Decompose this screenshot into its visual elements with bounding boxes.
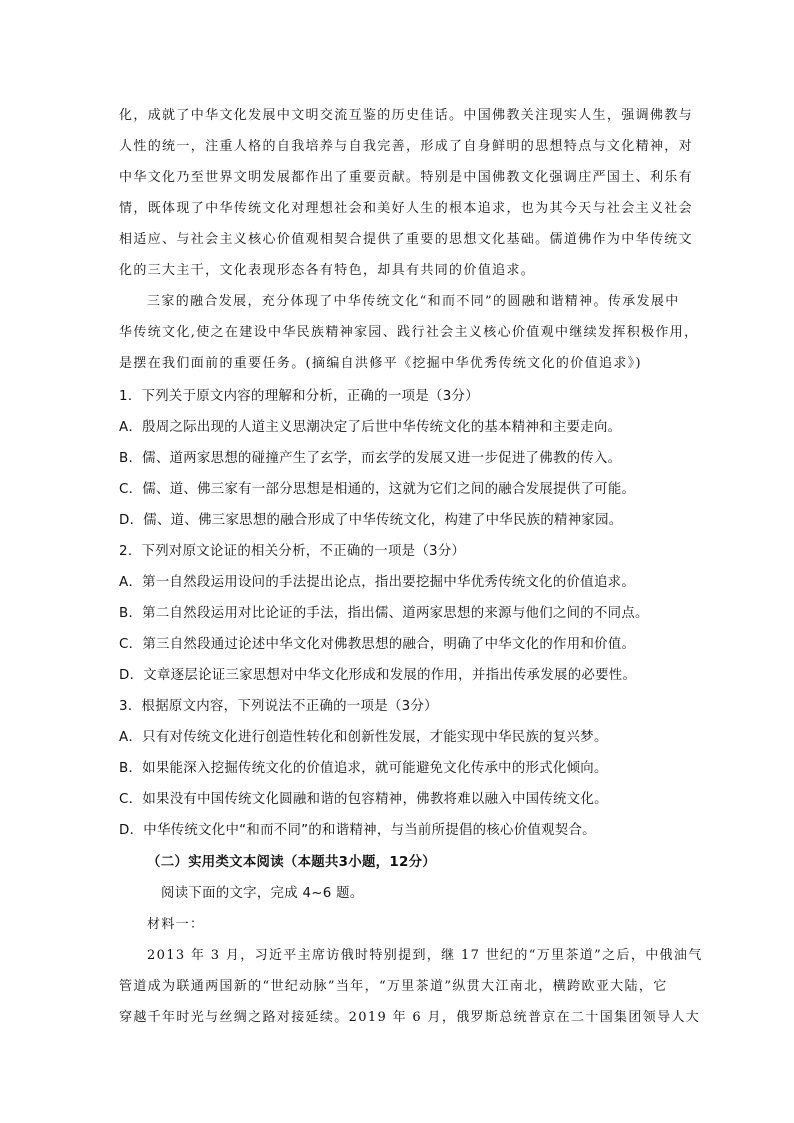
passage-line: 化，成就了中华文化发展中文明交流互鉴的历史佳话。中国佛教关注现实人生，强调佛教与 xyxy=(119,108,694,123)
question-option: C．如果没有中国传统文化圆融和谐的包容精神，佛教将难以融入中国传统文化。 xyxy=(119,792,608,807)
material-line: 管道成为联通两国新的“世纪动脉”当年，“万里茶道”纵贯大江南北，横跨欧亚大陆，它 xyxy=(119,979,668,994)
question-option: D．儒、道、佛三家思想的融合形成了中华传统文化，构建了中华民族的精神家园。 xyxy=(119,513,623,528)
question-option: C．第三自然段通过论述中华文化对佛教思想的融合，明确了中华文化的作用和价值。 xyxy=(119,637,636,652)
question-stem: 2．下列对原文论证的相关分析，不正确的一项是（3分） xyxy=(119,544,466,559)
passage-line: 人性的统一，注重人格的自我培养与自我完善，形成了自身鲜明的思想特点与文化精神，对 xyxy=(119,139,694,154)
passage-line: 相适应、与社会主义核心价值观相契合提供了重要的思想文化基础。儒道佛作为中华传统文 xyxy=(119,232,694,247)
question-option: B．第二自然段运用对比论证的手法，指出儒、道两家思想的来源与他们之间的不同点。 xyxy=(119,606,649,621)
question-option: D．文章逐层论证三家思想对中华文化形成和发展的作用，并指出传承发展的必要性。 xyxy=(119,668,637,683)
passage-line: 情，既体现了中华传统文化对理想社会和美好人生的根本追求，也为其今天与社会主义社会 xyxy=(119,201,694,216)
material-line: 穿越千年时光与丝绸之路对接延续。2019 年 6 月，俄罗斯总统普京在二十国集团领导人大 xyxy=(119,1010,701,1025)
question-option: A．只有对传统文化进行创造性转化和创新性发展，才能实现中华民族的复兴梦。 xyxy=(119,730,608,745)
instruction-text: 阅读下面的文字，完成 4~6 题。 xyxy=(161,886,364,901)
material-label: 材料一： xyxy=(147,917,205,932)
section-heading: （二）实用类文本阅读（本题共3小题，12分） xyxy=(147,855,436,870)
question-option: A．第一自然段运用设问的手法提出论点，指出要挖掘中华优秀传统文化的价值追求。 xyxy=(119,575,636,590)
passage-line: 三家的融合发展，充分体现了中华传统文化“和而不同”的圆融和谐精神。传承发展中 xyxy=(147,294,680,309)
question-option: D．中华传统文化中“和而不同”的和谐精神，与当前所提倡的核心价值观契合。 xyxy=(119,823,596,838)
question-stem: 1．下列关于原文内容的理解和分析，正确的一项是（3分） xyxy=(119,389,479,404)
question-option: B．如果能深入挖掘传统文化的价值追求，就可能避免文化传承中的形式化倾向。 xyxy=(119,761,608,776)
question-option: B．儒、道两家思想的碰撞产生了玄学，而玄学的发展又进一步促进了佛教的传入。 xyxy=(119,451,622,466)
question-stem: 3．根据原文内容，下列说法不正确的一项是（3分） xyxy=(119,699,438,714)
passage-line: 化的三大主干，文化表现形态各有特色，却具有共同的价值追求。 xyxy=(119,263,536,278)
question-option: A．殷周之际出现的人道主义思潮决定了后世中华传统文化的基本精神和主要走向。 xyxy=(119,420,622,435)
passage-line: 是摆在我们面前的重要任务。(摘编自洪修平《挖掘中华优秀传统文化的价值追求》) xyxy=(119,356,642,371)
passage-line: 中华文化乃至世界文明发展都作出了重要贡献。特别是中国佛教文化强调庄严国土、利乐有 xyxy=(119,170,694,185)
material-line: 2013 年 3 月，习近平主席访俄时特别提到，继 17 世纪的“万里茶道”之后，中俄油气 xyxy=(147,948,703,963)
passage-line: 华传统文化,使之在建设中华民族精神家园、践行社会主义核心价值观中继续发挥积极作用， xyxy=(119,325,699,340)
question-option: C．儒、道、佛三家有一部分思想是相通的，这就为它们之间的融合发展提供了可能。 xyxy=(119,482,636,497)
